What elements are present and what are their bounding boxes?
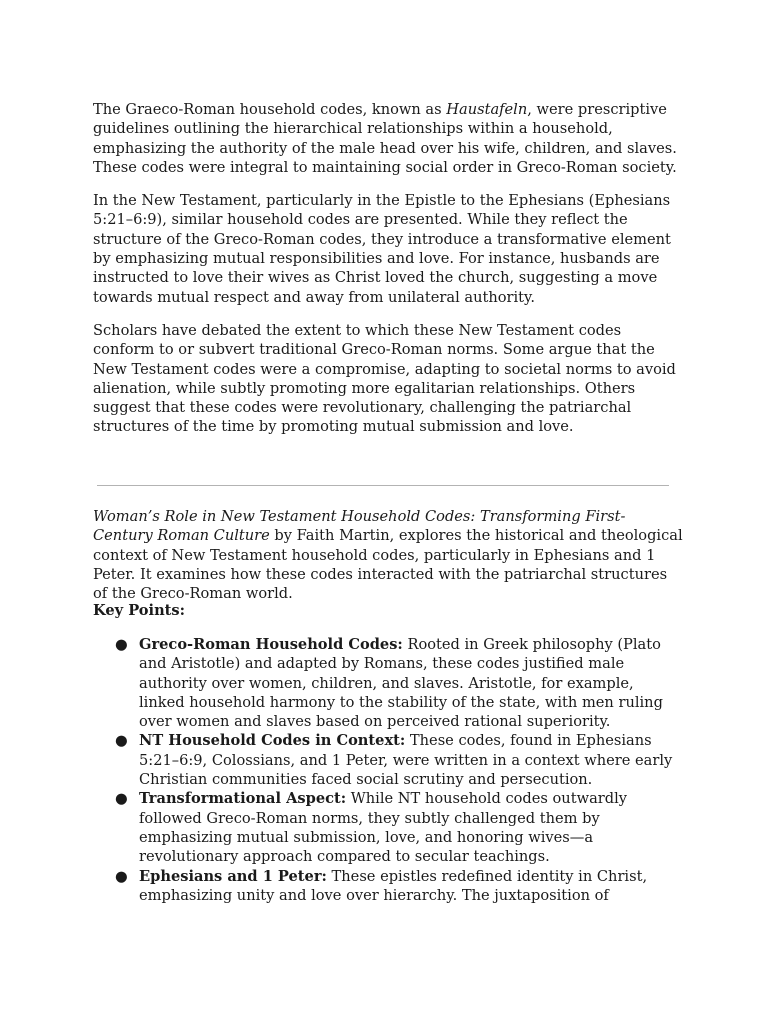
point-text: These codes, found in Ephesians 5:21–6:9, Colossians, and 1 Peter, were written in a context where early Christian communities faced social scrutiny and persecution. — [139, 732, 673, 789]
bullet-icon: ● — [115, 790, 128, 808]
point-text: Rooted in Greek philosophy (Plato and Aristotle) and adapted by Romans, these codes justified male authority over women, children, and slaves. Aristotle, for example, linked household harmony to the stability of the state, with men ruling over women and slaves based on perceived rational superiority. — [139, 636, 663, 731]
horizontal-divider — [97, 485, 669, 486]
point-label: Greco-Roman Household Codes: — [139, 636, 403, 653]
review-intro — [93, 507, 683, 603]
list-item — [93, 867, 683, 906]
point-label: Transformational Aspect: — [139, 790, 347, 808]
term-haustafeln: Haustafeln — [446, 101, 528, 118]
list-item — [93, 789, 683, 866]
review-text: by Faith Martin, explores the historical and theological context of New Testament household codes, particularly in Ephesians and 1 Peter. It examines how these codes interacted with the patriarchal structures of the Greco-Roman world. — [93, 527, 683, 603]
body-text — [93, 100, 683, 437]
point-text: These epistles redefined identity in Christ, emphasizing unity and love over hierarchy. The juxtaposition of — [139, 867, 648, 904]
paragraph-text: The Graeco-Roman household codes, known as — [93, 101, 447, 118]
list-item — [93, 635, 683, 731]
paragraph-scholars: Scholars have debated the extent to which these New Testament codes conform to or subvert traditional Greco-Roman norms. Some argue that the New Testament codes were a compromise, adapting to societal norms to avoid alienation, while subtly promoting more egalitarian relationships. Others suggest that these codes were revolutionary, challenging the patriarchal structures of the time by promoting mutual submission and love. — [93, 321, 676, 436]
paragraph-haustafeln — [93, 100, 683, 177]
bullet-icon: ● — [115, 636, 128, 653]
bullet-icon: ● — [115, 867, 128, 885]
paragraph-text: , were prescriptive guidelines outlining the hierarchical relationships within a household, emphasizing the authority of the male head over his wife, children, and slaves. These codes were integral to maintaining social order in Greco-Roman society. — [93, 101, 677, 176]
point-text: While NT household codes outwardly followed Greco-Roman norms, they subtly challenged them by emphasizing mutual submission, love, and honoring wives—a revolutionary approach compared to secular teachings. — [139, 790, 627, 866]
key-points-heading: Key Points: — [93, 602, 186, 619]
book-title: Woman’s Role in New Testament Household Codes: Transforming First-Century Roman Culture — [93, 508, 626, 545]
point-label: Ephesians and 1 Peter: — [139, 867, 327, 885]
point-label: NT Household Codes in Context: — [139, 732, 406, 750]
key-points-list — [93, 635, 683, 905]
bullet-icon: ● — [115, 732, 128, 750]
paragraph-new-testament: In the New Testament, particularly in the Epistle to the Ephesians (Ephesians 5:21–6:9), similar household codes are presented. While they reflect the structure of the Greco-Roman codes, they introduce a transformative element by emphasizing mutual responsibilities and love. For instance, husbands are instructed to love their wives as Christ loved the church, suggesting a move towards mutual respect and away from unilateral authority. — [93, 192, 671, 306]
list-item — [93, 731, 683, 789]
